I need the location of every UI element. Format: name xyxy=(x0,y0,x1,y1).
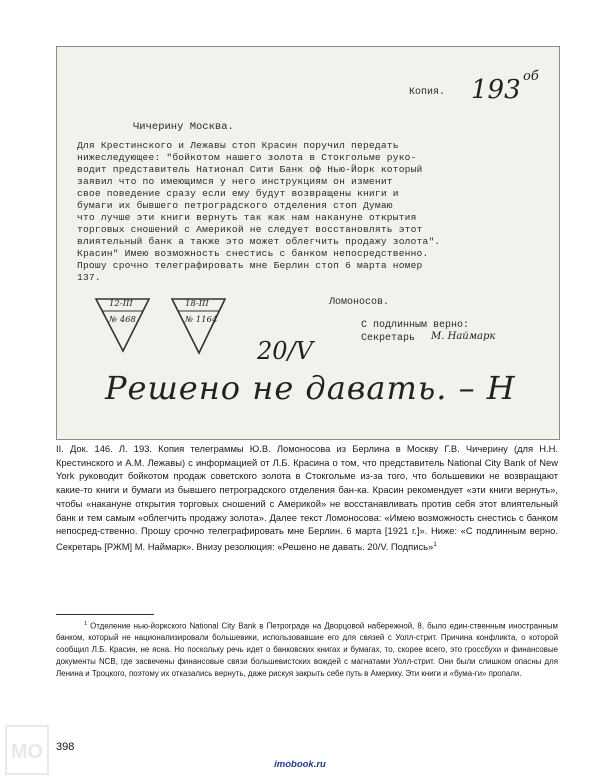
stamp-left-date: 12-III xyxy=(109,299,133,309)
certify-line: С подлинным верно: xyxy=(361,320,470,331)
body-line: бумаги их бывшего петроградского отделения стоп Думаю xyxy=(77,200,393,211)
body-line: торговых сношений с Америкой не следует восстановлять этот xyxy=(77,224,423,235)
certify-signature: М. Наймарк xyxy=(431,331,496,342)
footnote-divider xyxy=(56,614,154,615)
stamp-left-number: № 468 xyxy=(109,315,136,325)
handwritten-date: 20/V xyxy=(257,337,313,365)
signature-lomonosov: Ломоносов. xyxy=(329,297,390,308)
certify-secretary: Секретарь xyxy=(361,333,416,344)
footnote-number: 1 xyxy=(84,621,88,627)
body-line: Красин" Имею возможность снестись с банком непосредственно. xyxy=(77,248,429,259)
caption-footnote-ref: 1 xyxy=(433,540,437,548)
body-line: что лучше эти книги вернуть так как нам накануне открытия xyxy=(77,212,417,223)
stamp-right-date: 18-III xyxy=(185,299,209,309)
body-line: Прошу срочно телеграфировать мне Берлин стоп 6 марта номер xyxy=(77,260,423,271)
stamp-right-number: № 1164 xyxy=(185,315,218,325)
footnote xyxy=(56,619,558,680)
body-line: водит представитель Натионал Сити Банк оф Нью-Йорк который xyxy=(77,164,423,175)
stamp-right xyxy=(169,295,229,357)
addressee: Чичерину Москва. xyxy=(133,121,234,133)
body-line: свое поведение сразу если ему будут возвращены книги и xyxy=(77,188,399,199)
body-line: 137. xyxy=(77,272,101,283)
figure-caption xyxy=(56,442,558,554)
archive-number: 193 xyxy=(471,75,521,105)
footnote-text: Отделение нью-йоркского National City Bank в Петрограде на Дворцовой набережной, 8, было един-ственным иностранным банком, который не национализировали большевики, использовавшие его для связей с Уолл-стрит. Причина конфликта, о которой сообщил Л.Б. Красин, не ясна. Но поскольку речь идет о банковских книгах и бумагах, то, скорее всего, это гроссбухи и финансовые документы NCB, где засвечены финансовые связи большевистских вождей с магнатами Уолл-стрит. Они были слишком опасны для Ленина и Троцкого, поэтому их отказались вернуть, даже рискуя закрыть себе путь в Америку. Эти книги и «бума-ги» пропали. xyxy=(56,621,558,678)
caption-text: II. Док. 146. Л. 193. Копия телеграммы Ю.В. Ломоносова из Берлина в Москву Г.В. Чичерину (для Н.Н. Крестинского и А.М. Лежавы) с информацией от Л.Б. Красина о том, что представитель National City Bank of New York руководит бойкотом продаж советского золота в Стокгольме из-за того, что большевики не возвращают какие-то книги и бумаги из бывшего петроградского отделения бан-ка. Красин рекомендует «эти книги вернуть», чтобы «накануне открытия торговых сношений с Америкой» не восстанавливать против себя этот влиятельный банк и тем самым «облегчить продажу золота». Далее текст Ломоносова: «Имею возможность снестись с банком непосред-ственно. Прошу срочно телеграфировать мне Берлин. 6 марта [1921 г.]». Ниже: «С подлинным верно. Секретарь [РЖМ] М. Наймарк». Внизу резолюция: «Решено не давать. 20/V. Подпись» xyxy=(56,443,558,553)
body-line: Для Крестинского и Лежавы стоп Красин поручил передать xyxy=(77,140,399,151)
body-line: влиятельный банк а также это может облегчить продажу золота". xyxy=(77,236,441,247)
body-line: нижеследующее: "бойкотом нашего золота в Стокгольме руко- xyxy=(77,152,417,163)
archive-number-super: об xyxy=(523,69,539,84)
site-url-link[interactable]: imobook.ru xyxy=(274,759,326,770)
page-number: 398 xyxy=(56,741,75,753)
svg-text:MO: MO xyxy=(10,741,44,763)
document-scan xyxy=(56,46,560,440)
stamp-left xyxy=(93,295,153,355)
body-line: заявил что по имеющимся у него инструкциям он изменит xyxy=(77,176,393,187)
handwritten-resolution: Решено не давать. – Н xyxy=(105,369,516,407)
header-kopiya: Копия. xyxy=(409,87,446,98)
